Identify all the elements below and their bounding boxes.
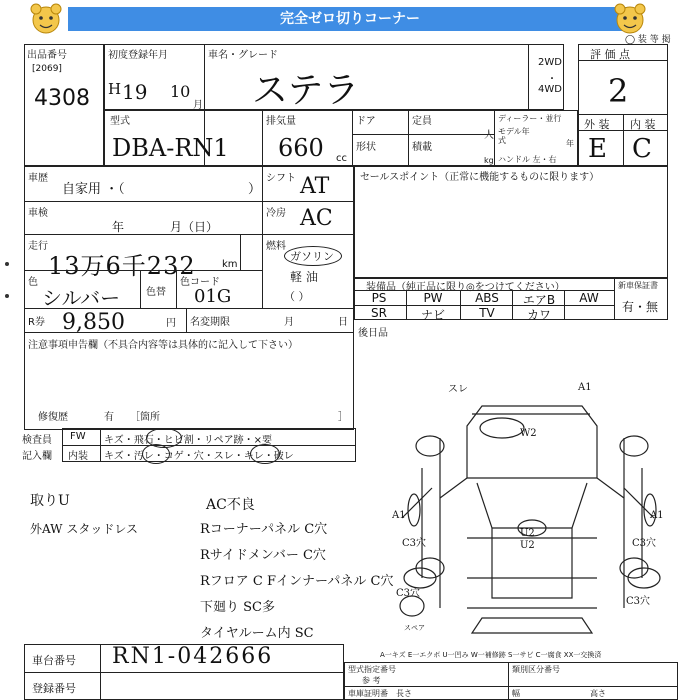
divider: [352, 134, 494, 135]
car-name-label: 車名・グレード: [208, 50, 278, 61]
equip-pw: PW: [423, 291, 443, 305]
divider: [176, 270, 177, 308]
recycle-unit: 円: [166, 318, 176, 329]
drive-4wd: 4WD: [538, 84, 562, 95]
divider: [24, 201, 354, 202]
divider: [614, 278, 615, 320]
lot-sub: [2069]: [32, 64, 62, 74]
inspector-int-row: キズ・汚レ・コゲ・穴・スレ・キレ・破レ: [104, 451, 294, 462]
warranty-label: 新車保証書: [618, 281, 658, 290]
equip-tv: TV: [479, 306, 495, 320]
model-year-label: モデル年式: [498, 127, 530, 145]
divider: [512, 290, 513, 320]
load-unit: kg: [484, 156, 494, 165]
inspector-int-label: 内装: [68, 451, 88, 462]
rating-value: 2: [608, 72, 629, 110]
rear-seat-label: 後日品: [358, 328, 388, 339]
divider: [352, 110, 353, 166]
lot-label: 出品番号: [27, 50, 67, 61]
damage-legend: A一キズ E一エクボ U一凹み W一補修跡 S一サビ C一腐食 XX一交換済: [380, 651, 602, 659]
fuel-label: 燃料: [266, 241, 286, 252]
divider: [460, 290, 461, 320]
registration-label: 登録番号: [32, 682, 76, 695]
repair-close: ］: [338, 412, 348, 423]
mark-circle: [146, 428, 182, 448]
ac-label: 冷房: [266, 208, 286, 219]
divider: [262, 110, 263, 166]
chassis-label: 車台番号: [32, 654, 76, 667]
partial-header-text: ◯ 装 等 掲: [625, 35, 671, 45]
color-code-label: 色コード: [180, 277, 220, 288]
handwritten-note: 取りU: [30, 493, 70, 509]
divider: [408, 110, 409, 166]
repair-label: 修復歴: [38, 412, 68, 423]
divider: [494, 110, 495, 166]
divider: [564, 290, 565, 320]
name-change-month: 月: [284, 317, 294, 328]
lot-number: 4308: [34, 86, 90, 111]
first-reg-month: 10: [170, 82, 191, 101]
diagram-mark: C3穴: [626, 596, 651, 607]
diagram-mark: U2: [520, 528, 535, 539]
divider: [24, 332, 354, 333]
shape-label: 形状: [356, 142, 376, 153]
first-reg-year: 19: [122, 80, 148, 104]
inspector-fw-label: FW: [70, 431, 86, 442]
equip-aw: AW: [579, 291, 599, 305]
length-label: 長さ: [396, 689, 412, 698]
diagram-mark: C3穴: [396, 588, 421, 599]
diagram-mark: U2: [520, 540, 535, 551]
divider: [24, 270, 262, 271]
car-damage-diagram: [392, 378, 682, 640]
divider: [100, 428, 101, 462]
recycle-value: 9,850: [62, 310, 125, 335]
door-label: ドア: [356, 116, 376, 127]
ac-value: AC: [300, 206, 333, 231]
int-grade: C: [632, 134, 652, 164]
model-value: DBA-RN1: [112, 134, 229, 162]
divider: [186, 308, 187, 332]
mark-circle: [250, 444, 280, 464]
equip-ps: PS: [371, 291, 387, 305]
shaken-month-day: 月（日）: [170, 220, 219, 234]
handwritten-note: Rコーナーパネル C穴: [200, 522, 328, 537]
fuel-gasoline: ガソリン: [290, 250, 334, 263]
diagram-mark: C3穴: [402, 538, 427, 549]
color-change-label: 色替: [146, 287, 166, 298]
recycle-label: R券: [28, 317, 45, 328]
handwritten-note: 下廻り SC多: [200, 600, 275, 615]
name-change-day: 日: [338, 317, 348, 328]
inspector-fw-row: キズ・飛石・ヒビ割・リペア跡・×要: [104, 435, 272, 446]
divider: [262, 166, 263, 308]
rating-label: 評 価 点: [590, 48, 630, 61]
month-unit: 月: [193, 100, 203, 111]
first-reg-label: 初度登録年月: [108, 50, 168, 61]
divider: [24, 234, 354, 235]
punch-hole: [5, 262, 9, 266]
divider: [623, 114, 624, 166]
drive-2wd: 2WD: [538, 57, 562, 68]
header-bar: [0, 0, 700, 45]
divider: [140, 270, 141, 308]
handwritten-note: 外AW スタッドレス: [30, 522, 138, 536]
punch-hole: [5, 294, 9, 298]
name-change-label: 名変期限: [190, 317, 230, 328]
diagram-mark: C3穴: [632, 538, 657, 549]
capacity-label: 定員: [412, 116, 432, 127]
banner-title: 完全ゼロ切りコーナー: [68, 7, 632, 31]
diagram-mark: スレ: [448, 384, 468, 395]
diagram-mark: スペア: [404, 624, 425, 632]
bear-mascot-icon: [26, 2, 66, 36]
equip-navi: ナビ: [420, 308, 445, 322]
warranty-value: 有・無: [622, 300, 659, 314]
chassis-value: RN1-042666: [112, 644, 274, 669]
dealer-label: ディーラー・並行: [498, 114, 562, 123]
divider: [508, 662, 509, 700]
handwritten-note: AC不良: [206, 497, 255, 513]
divider: [24, 672, 344, 673]
handwritten-note: タイヤルーム内 SC: [200, 626, 314, 641]
diagram-mark: A1: [650, 510, 664, 521]
drive-dot: ・: [547, 74, 557, 85]
capacity-unit: 人: [484, 130, 494, 141]
mileage-value: 13万6千232: [48, 252, 196, 280]
divider: [240, 234, 241, 270]
model-year-unit: 年: [566, 139, 574, 148]
mileage-label: 走行: [28, 241, 48, 252]
equip-abs: ABS: [475, 291, 499, 305]
width-label: 幅: [512, 689, 520, 698]
equip-airbag: エアB: [522, 293, 556, 307]
spec-label: 型式指定番号: [348, 665, 396, 674]
history-label: 車歴: [28, 173, 48, 184]
history-close: ）: [248, 182, 262, 197]
spec-ref: 参 考: [362, 676, 381, 685]
diagram-mark: A1: [578, 382, 592, 393]
equip-sr: SR: [371, 306, 387, 320]
fuel-diesel: 軽 油: [290, 270, 318, 284]
divider: [344, 686, 678, 687]
diagram-mark: A1: [392, 510, 406, 521]
handwritten-note: Rフロア C Fインナーパネル C穴: [200, 574, 394, 589]
divider: [24, 308, 354, 309]
displacement-label: 排気量: [266, 116, 296, 127]
bear-mascot-icon: [610, 2, 650, 36]
divider: [406, 290, 407, 320]
history-value: 自家用 ・（: [62, 182, 125, 197]
displacement-value: 660: [278, 134, 324, 162]
load-label: 積載: [412, 142, 432, 153]
diagram-mark: W2: [520, 428, 537, 439]
class-label: 類別区分番号: [512, 665, 560, 674]
repair-value: 有: [104, 412, 114, 423]
handwritten-note: Rサイドメンバー C穴: [200, 548, 326, 563]
int-label: 内 装: [630, 118, 656, 131]
equip-leather: カワ: [526, 308, 551, 322]
model-label: 型式: [110, 116, 130, 127]
color-label: 色: [28, 277, 38, 288]
displacement-unit: cc: [336, 153, 347, 164]
ext-label: 外 装: [584, 118, 610, 131]
fuel-other: （ ）: [284, 290, 310, 303]
color-code: 01G: [194, 286, 232, 307]
shift-value: AT: [300, 174, 330, 199]
shaken-label: 車検: [28, 208, 48, 219]
notes-label: 注意事項申告欄（不具合内容等は具体的に記入して下さい）: [28, 340, 298, 351]
divider: [578, 130, 668, 131]
repair-part: ［箇所: [130, 412, 160, 423]
shaken-year: 年: [112, 220, 125, 234]
mileage-unit: km: [222, 259, 238, 270]
ext-grade: E: [588, 134, 607, 164]
divider: [100, 644, 101, 700]
first-reg-era: H: [108, 80, 122, 98]
sales-point-label: セールスポイント（正常に機能するものに限ります）: [360, 172, 600, 183]
car-name-value: ステラ: [252, 70, 360, 111]
equipment-label: 装備品（純正品に限り◎をつけてください）: [366, 282, 565, 293]
garage-label: 車庫証明番: [348, 689, 388, 698]
shift-label: シフト: [266, 173, 296, 184]
handle-label: ハンドル 左・右: [498, 155, 557, 164]
height-label: 高さ: [590, 689, 606, 698]
inspector-label-1: 検査員: [22, 435, 52, 446]
inspector-label-2: 記入欄: [22, 451, 52, 462]
color-value: シルバー: [42, 286, 121, 310]
divider: [528, 44, 529, 110]
